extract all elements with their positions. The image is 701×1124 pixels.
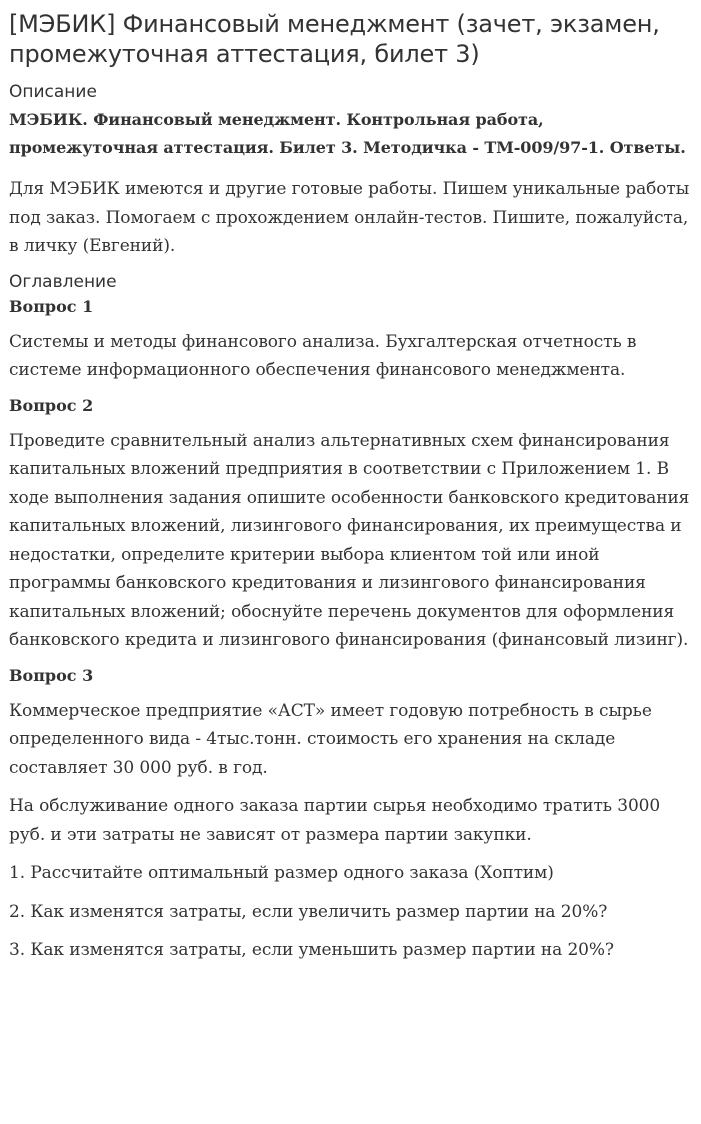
- description-bold-text: МЭБИК. Финансовый менеджмент. Контрольная работа, промежуточная аттестация. Билет 3. Методичка - ТМ-009/97-1. Ответы.: [9, 110, 686, 157]
- question-3-text-2: На обслуживание одного заказа партии сырья необходимо тратить 3000 руб. и эти затраты не зависят от размера партии закупки.: [9, 796, 661, 845]
- question-2-heading: Вопрос 2: [9, 395, 94, 415]
- question-3-text-1: Коммерческое предприятие «АСТ» имеет годовую потребность в сырье определенного вида - 4тыс.тонн. стоимость его хранения на складе составляет 30 000 руб. в год.: [9, 700, 652, 778]
- document-page: [0, 9, 701, 965]
- question-3-task-2: 2. Как изменятся затраты, если увеличить размер партии на 20%?: [9, 901, 608, 922]
- question-3-task-1: 1. Рассчитайте оптимальный размер одного заказа (Хоптим): [9, 863, 554, 883]
- question-1-heading: Вопрос 1: [9, 296, 94, 316]
- question-3-heading: Вопрос 3: [9, 665, 94, 685]
- page-title: [МЭБИК] Финансовый менеджмент (зачет, экзамен, промежуточная аттестация, билет 3): [9, 10, 660, 68]
- description-label: Описание: [9, 82, 97, 102]
- question-2-text: Проведите сравнительный анализ альтернативных схем финансирования капитальных вложений предприятия в соответствии с Приложением 1. В ходе выполнения задания опишите особенности банковского кредитования капитальных вложений, лизингового финансирования, их преимущества и недостатки, определите критерии выбора клиентом той или иной программы банковского кредитования и лизингового финансирования капитальных вложений; обоснуйте перечень документов для оформления банковского кредита и лизингового финансирования (финансовый лизинг).: [9, 430, 690, 650]
- toc-label: Оглавление: [9, 271, 117, 292]
- question-1-text: Системы и методы финансового анализа. Бухгалтерская отчетность в системе информационного обеспечения финансового менеджмента.: [9, 331, 637, 380]
- question-3-task-3: 3. Как изменятся затраты, если уменьшить размер партии на 20%?: [9, 940, 614, 960]
- description-text: Для МЭБИК имеются и другие готовые работы. Пишем уникальные работы под заказ. Помогаем с прохождением онлайн-тестов. Пишите, пожалуйста, в личку (Евгений).: [9, 179, 690, 256]
